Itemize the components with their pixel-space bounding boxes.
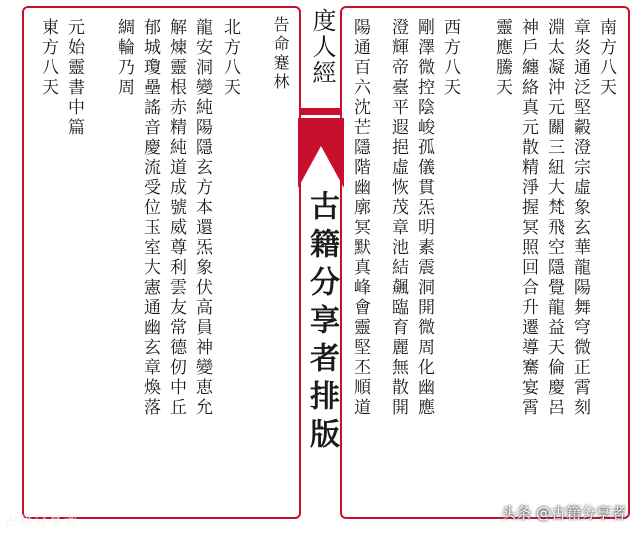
text-column: 神戶纏絡真元散精淨握冥照回合升遷導騫宴霄 (518, 18, 538, 418)
text-column: 告命蹇林 (271, 16, 290, 92)
text-column: 東方八天 (38, 18, 58, 98)
text-column: 澄輝帝臺平遐挹虛恢茂章池結飆臨育麗無散開 (388, 18, 408, 418)
title-divider-bar (300, 108, 342, 115)
right-page-panel (340, 6, 630, 519)
text-column: 元始靈書中篇 (64, 18, 84, 138)
text-column: 剛澤微控陰峻孤儀貫炁明素震洞開微周化幽應 (414, 18, 434, 418)
text-column: 淵太凝沖元關三紐大梵飛空隱覺龍益天倫慶呂 (544, 18, 564, 418)
text-column: 南方八天 (596, 18, 616, 98)
text-column: 解煉靈根赤精純道成號威尊利雲友常德仞中丘 (166, 18, 186, 418)
faint-watermark: 古籍分享者 (4, 514, 80, 529)
red-ribbon-decoration (298, 118, 344, 188)
text-column: 陽通百六沈芒隱階幽廓冥默真峰會靈堅丕順道 (350, 18, 370, 418)
text-column: 綢輪乃周 (114, 18, 134, 98)
text-column: 章炎通泛堅㲉澄宗虛象玄華龍陽舞穹微正霄刻 (570, 18, 590, 418)
text-column: 西方八天 (440, 18, 460, 98)
text-column: 北方八天 (220, 18, 240, 98)
source-watermark: 头条 @古籍分享者 (501, 504, 626, 522)
banner-text: 古籍分享者排版 (304, 190, 339, 456)
left-page-panel (22, 6, 301, 519)
text-column: 靈應騰天 (492, 18, 512, 98)
book-title: 度人經 (308, 8, 336, 86)
text-column: 郁城瓊壘謠音慶流受位玉室大憲通幽玄章煥落 (140, 18, 160, 418)
text-column: 龍安洞變純陽隱玄方本還炁象伏高員神變恵允 (192, 18, 212, 418)
